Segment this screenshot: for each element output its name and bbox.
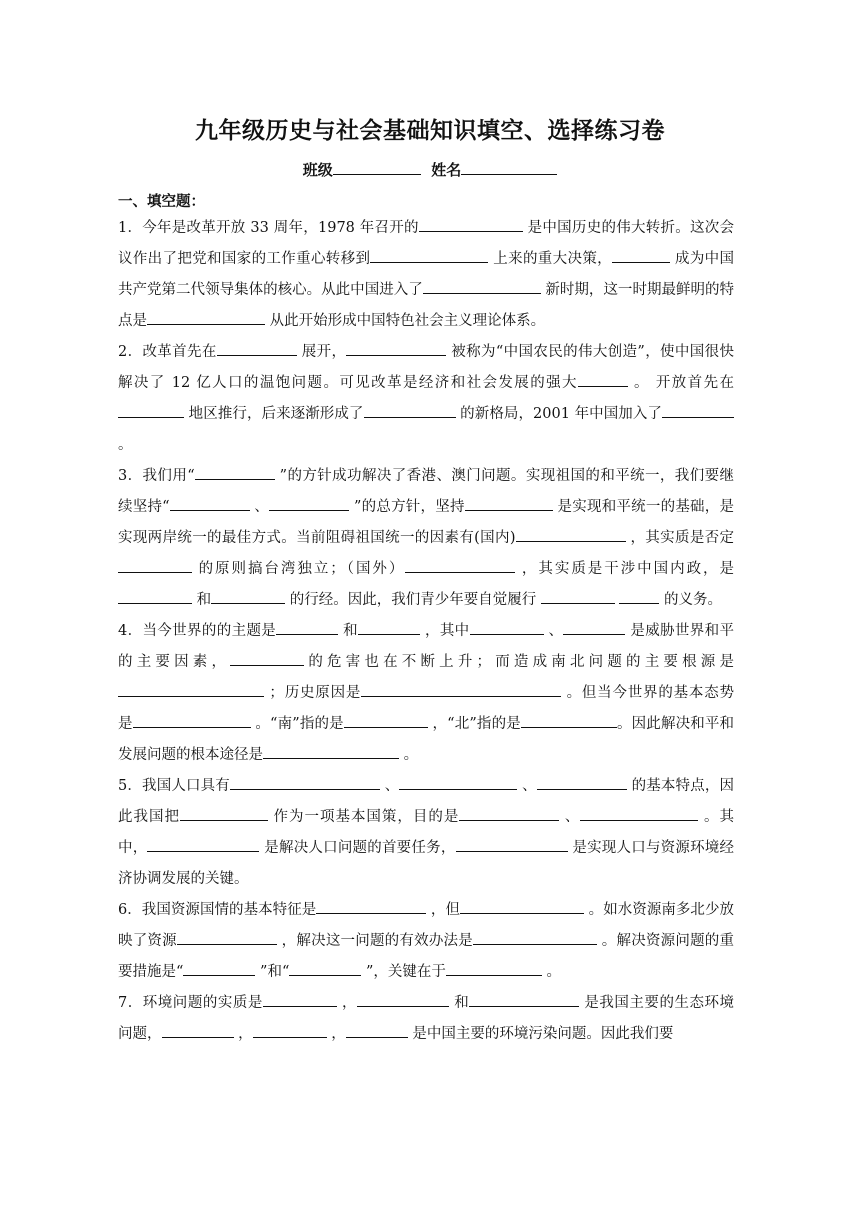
answer-blank[interactable]	[133, 712, 251, 728]
question-text: 的新格局，2001 年中国加入了	[455, 406, 663, 422]
question-text: 的原则搞台湾独立；（国外）	[192, 561, 406, 577]
question-text: 新时期，这一时期最鲜明的特点是	[118, 282, 735, 329]
answer-blank[interactable]	[118, 557, 192, 573]
answer-blank[interactable]	[269, 495, 349, 511]
question-4	[118, 616, 734, 771]
answer-blank[interactable]	[230, 774, 380, 790]
question-text: 被称为“中国农民的伟大创造”，使中国很快解决了 12 亿人口的温饱问题。可见改革是经济和社会发展的强大	[118, 344, 734, 391]
answer-blank[interactable]	[456, 836, 568, 852]
question-text: ，	[326, 1026, 346, 1042]
answer-blank[interactable]	[521, 712, 617, 728]
answer-blank[interactable]	[459, 805, 559, 821]
answer-blank[interactable]	[516, 526, 626, 542]
question-text: 是实现人口与资源环境经济协调发展的关键。	[118, 840, 735, 887]
question-text: ，解决这一问题的有效办法是	[276, 933, 473, 949]
question-text: 。但当今世界的基本态势是	[118, 685, 735, 732]
answer-blank[interactable]	[446, 960, 542, 976]
class-label: 班级	[302, 160, 333, 179]
answer-blank[interactable]	[357, 991, 449, 1007]
question-text: 、	[517, 778, 537, 794]
question-text: 从此开始形成中国特色社会主义理论体系。	[265, 313, 546, 329]
answer-blank[interactable]	[230, 650, 304, 666]
question-text: 地区推行，后来逐渐形成了	[184, 406, 364, 422]
question-text: 。解决资源问题的重要措施是“	[118, 933, 735, 980]
question-text: 。如水资源南多北少放映了资源	[118, 902, 735, 949]
answer-blank[interactable]	[180, 805, 268, 821]
question-text: 。	[541, 964, 561, 980]
question-text: 。	[118, 437, 133, 453]
question-text: 的行经。因此，我们青少年要自觉履行	[285, 592, 541, 608]
name-label: 姓名	[431, 160, 462, 179]
answer-blank[interactable]	[170, 495, 250, 511]
name-blank[interactable]	[461, 158, 557, 175]
question-text: 5．我国人口具有	[118, 778, 230, 794]
answer-blank[interactable]	[118, 588, 192, 604]
question-text: 、	[249, 499, 270, 515]
question-5	[118, 771, 734, 895]
question-text: 作为一项基本国策，目的是	[267, 809, 460, 825]
answer-blank[interactable]	[580, 805, 698, 821]
question-text: ，其实质是干涉中国内政，是	[515, 561, 735, 577]
question-7	[118, 988, 734, 1050]
question-text: ，	[233, 1026, 253, 1042]
answer-blank[interactable]	[162, 1022, 234, 1038]
answer-blank[interactable]	[563, 619, 625, 635]
page-title: 九年级历史与社会基础知识填空、选择练习卷	[195, 117, 665, 144]
answer-blank[interactable]	[364, 402, 456, 418]
answer-blank[interactable]	[473, 929, 597, 945]
question-text: 和	[449, 995, 470, 1011]
question-text: ，其中	[420, 623, 470, 639]
question-text: ，	[336, 995, 358, 1011]
question-6	[118, 895, 734, 988]
answer-blank[interactable]	[358, 619, 420, 635]
question-list	[118, 213, 734, 1050]
question-text: 7．环境问题的实质是	[118, 995, 263, 1011]
answer-blank[interactable]	[423, 278, 541, 294]
question-text: 。	[399, 747, 419, 763]
answer-blank[interactable]	[346, 340, 446, 356]
answer-blank[interactable]	[578, 371, 628, 387]
answer-blank[interactable]	[465, 495, 553, 511]
answer-blank[interactable]	[469, 991, 579, 1007]
question-text: ，其实质是否定	[625, 530, 735, 546]
question-text: 和	[192, 592, 212, 608]
answer-blank[interactable]	[263, 991, 337, 1007]
answer-blank[interactable]	[619, 588, 659, 604]
answer-blank[interactable]	[399, 774, 517, 790]
answer-blank[interactable]	[460, 898, 584, 914]
question-text: 是威胁世界和平的主要因素，	[118, 623, 734, 670]
question-text: 是中国主要的环境污染问题。因此我们要	[407, 1026, 674, 1042]
question-text: 的义务。	[659, 592, 723, 608]
answer-blank[interactable]	[276, 619, 338, 635]
answer-blank[interactable]	[346, 1022, 408, 1038]
question-text: ”的总方针，坚持	[349, 499, 465, 515]
question-text: ，但	[426, 902, 461, 918]
question-text: 是解决人口问题的首要任务，	[259, 840, 456, 856]
answer-blank[interactable]	[662, 402, 734, 418]
question-text: 是中国历史的伟大转折。这次会议作出了把党和国家的工作重心转移到	[118, 220, 735, 267]
question-text: 、	[379, 778, 400, 794]
answer-blank[interactable]	[316, 898, 426, 914]
question-text: 的基本特点，因此我国把	[118, 778, 735, 825]
section-heading: 一、填空题：	[118, 193, 205, 210]
question-text: ”，关键在于	[361, 964, 446, 980]
question-text: 展开，	[296, 344, 347, 360]
answer-blank[interactable]	[289, 960, 361, 976]
question-text: 、	[543, 623, 564, 639]
answer-blank[interactable]	[147, 309, 265, 325]
question-text: 1．今年是改革开放 33 周年，1978 年召开的	[118, 220, 419, 236]
question-text: 和	[338, 623, 358, 639]
question-text: 4．当今世界的的主题是	[118, 623, 277, 639]
question-text: ；历史原因是	[264, 685, 362, 701]
question-text: 成为中国共产党第二代领导集体的核心。从此中国进入了	[118, 251, 735, 298]
answer-blank[interactable]	[537, 774, 627, 790]
class-blank[interactable]	[333, 158, 421, 175]
answer-blank[interactable]	[370, 247, 488, 263]
answer-blank[interactable]	[541, 588, 615, 604]
answer-blank[interactable]	[211, 588, 285, 604]
question-text: 。因此解决和平和发展问题的根本途径是	[118, 716, 735, 763]
question-text: 是我国主要的生态环境问题，	[118, 995, 735, 1042]
question-text: 2．改革首先在	[118, 344, 217, 360]
answer-blank[interactable]	[195, 464, 275, 480]
question-text: ，“北”指的是	[427, 716, 521, 732]
question-text: 。“南”指的是	[250, 716, 344, 732]
question-text: 上来的重大决策，	[488, 251, 613, 267]
answer-blank[interactable]	[147, 836, 259, 852]
question-text: ”和“	[255, 964, 290, 980]
question-text: 、	[559, 809, 581, 825]
question-1	[118, 213, 734, 337]
answer-blank[interactable]	[405, 557, 515, 573]
question-text: 是实现和平统一的基础，是实现两岸统一的最佳方式。当前阻碍祖国统一的因素有(国内)	[118, 499, 735, 546]
question-text: ”的方针成功解决了香港、澳门问题。实现祖国的和平统一，我们要继续坚持“	[118, 468, 734, 515]
answer-blank[interactable]	[217, 340, 297, 356]
answer-blank[interactable]	[253, 1022, 327, 1038]
question-text: 。 开放首先在	[627, 375, 734, 391]
question-text: 3．我们用“	[118, 468, 195, 484]
student-info-line	[0, 158, 860, 180]
answer-blank[interactable]	[263, 743, 399, 759]
answer-blank[interactable]	[118, 681, 264, 697]
question-text: 的危害也在不断上升；而造成南北问题的主要根源是	[304, 654, 735, 670]
answer-blank[interactable]	[470, 619, 544, 635]
answer-blank[interactable]	[612, 247, 670, 263]
answer-blank[interactable]	[177, 929, 277, 945]
question-text: 。其中，	[118, 809, 734, 856]
question-3	[118, 461, 734, 616]
question-2	[118, 337, 734, 461]
answer-blank[interactable]	[183, 960, 255, 976]
answer-blank[interactable]	[419, 216, 523, 232]
question-text: 6．我国资源国情的基本特征是	[118, 902, 317, 918]
answer-blank[interactable]	[344, 712, 428, 728]
answer-blank[interactable]	[118, 402, 184, 418]
answer-blank[interactable]	[361, 681, 561, 697]
